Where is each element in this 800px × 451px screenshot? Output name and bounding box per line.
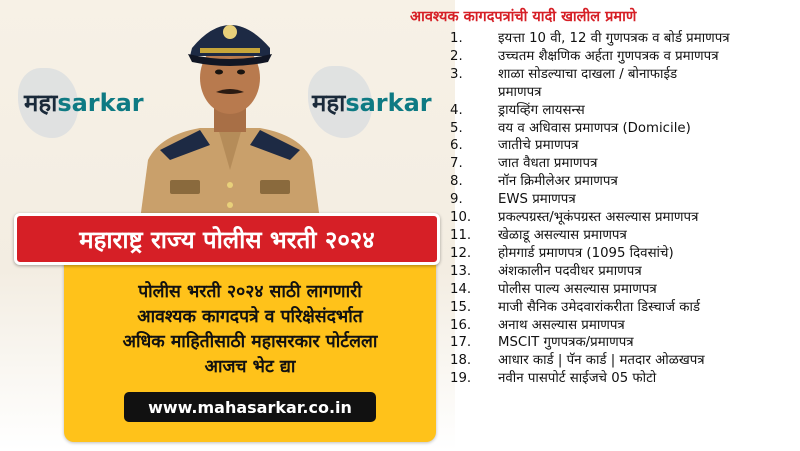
document-number: 16.	[450, 317, 472, 333]
document-number: 5.	[450, 120, 463, 136]
document-item	[450, 245, 795, 263]
document-number: 2.	[450, 48, 463, 64]
document-item	[450, 352, 795, 370]
document-text: होमगार्ड प्रमाणपत्र (1095 दिवसांचे)	[498, 245, 674, 261]
info-line: अधिक माहितीसाठी महासरकार पोर्टलला	[122, 332, 378, 352]
document-number: 19.	[450, 371, 472, 387]
info-line: आजच भेट द्या	[204, 357, 296, 377]
document-text: नॉन क्रिमीलेअर प्रमाणपत्र	[498, 174, 618, 190]
document-text: MSCIT गुणपत्रक/प्रमाणपत्र	[498, 335, 634, 351]
document-number: 8.	[450, 174, 463, 190]
document-text: खेळाडू असल्यास प्रमाणपत्र	[498, 227, 627, 243]
mahasarkar-logo-left	[24, 86, 144, 119]
document-number: 7.	[450, 156, 463, 172]
document-item	[450, 299, 795, 317]
document-text: प्रमाणपत्र	[498, 84, 542, 100]
logo-sarkar-text: sarkar	[345, 89, 432, 117]
document-item	[450, 48, 795, 66]
document-number: 1.	[450, 31, 463, 46]
document-item	[450, 191, 795, 209]
document-text: उच्चतम शैक्षणिक अर्हता गुणपत्रक व प्रमाणपत्र	[498, 48, 719, 64]
document-item	[450, 227, 795, 245]
page-title: महाराष्ट्र राज्य पोलीस भरती २०२४	[14, 213, 440, 265]
document-item	[450, 137, 795, 155]
info-line: पोलीस भरती २०२४ साठी लागणारी	[138, 282, 362, 302]
document-item	[450, 334, 795, 352]
document-item	[450, 281, 795, 299]
document-text: जातीचे प्रमाणपत्र	[498, 138, 579, 154]
document-item	[450, 102, 795, 120]
document-text: ड्रायव्हिंग लायसन्स	[498, 102, 585, 118]
document-number: 3.	[450, 66, 463, 82]
document-text: इयत्ता 10 वी, 12 वी गुणपत्रक व बोर्ड प्रमाणपत्र	[498, 31, 730, 46]
document-text: EWS प्रमाणपत्र	[498, 192, 576, 208]
document-item	[450, 209, 795, 227]
logo-sarkar-text: sarkar	[57, 89, 144, 117]
logo-maha-text: महा	[312, 89, 346, 117]
document-number: 17.	[450, 335, 472, 351]
document-item	[450, 120, 795, 138]
document-number: 13.	[450, 263, 472, 279]
logo-maha-text: महा	[24, 89, 58, 117]
document-text: प्रकल्पग्रस्त/भूकंपग्रस्त असल्यास प्रमाणपत्र	[498, 210, 699, 226]
document-number: 9.	[450, 192, 463, 208]
info-panel	[64, 252, 436, 442]
document-text: शाळा सोडल्याचा दाखला / बोनाफाईड	[498, 66, 678, 82]
document-item	[450, 155, 795, 173]
documents-list-title: आवश्यक कागदपत्रांची यादी खालील प्रमाणे	[410, 9, 637, 25]
document-item	[450, 370, 795, 388]
document-item	[450, 317, 795, 335]
documents-list	[450, 30, 795, 388]
document-item	[450, 173, 795, 191]
document-text: अनाथ असल्यास प्रमाणपत्र	[498, 317, 625, 333]
document-item	[450, 263, 795, 281]
document-text: जात वैधता प्रमाणपत्र	[498, 156, 598, 172]
document-number: 6.	[450, 138, 463, 154]
document-text: वय व अधिवास प्रमाणपत्र (Domicile)	[498, 120, 691, 136]
website-link[interactable]: www.mahasarkar.co.in	[124, 392, 376, 422]
document-number: 12.	[450, 245, 472, 261]
document-text: नवीन पासपोर्ट साईजचे 05 फोटो	[498, 371, 657, 387]
document-item	[450, 30, 795, 48]
document-number: 14.	[450, 281, 472, 297]
document-number: 18.	[450, 353, 472, 369]
info-text	[64, 280, 436, 380]
document-number: 4.	[450, 102, 463, 118]
document-number: 11.	[450, 227, 472, 243]
document-number: 15.	[450, 299, 472, 315]
document-text: पोलीस पाल्य असल्यास प्रमाणपत्र	[498, 281, 657, 297]
document-text: माजी सैनिक उमेदवारांकरीता डिस्चार्ज कार्ड	[498, 299, 701, 315]
info-line: आवश्यक कागदपत्रे व परिक्षेसंदर्भात	[137, 307, 363, 327]
document-number: 10.	[450, 210, 472, 226]
police-officer-illustration	[130, 0, 330, 220]
document-text: अंशकालीन पदवीधर प्रमाणपत्र	[498, 263, 642, 279]
document-text: आधार कार्ड | पॅन कार्ड | मतदार ओळखपत्र	[498, 353, 705, 369]
document-item	[450, 66, 795, 102]
